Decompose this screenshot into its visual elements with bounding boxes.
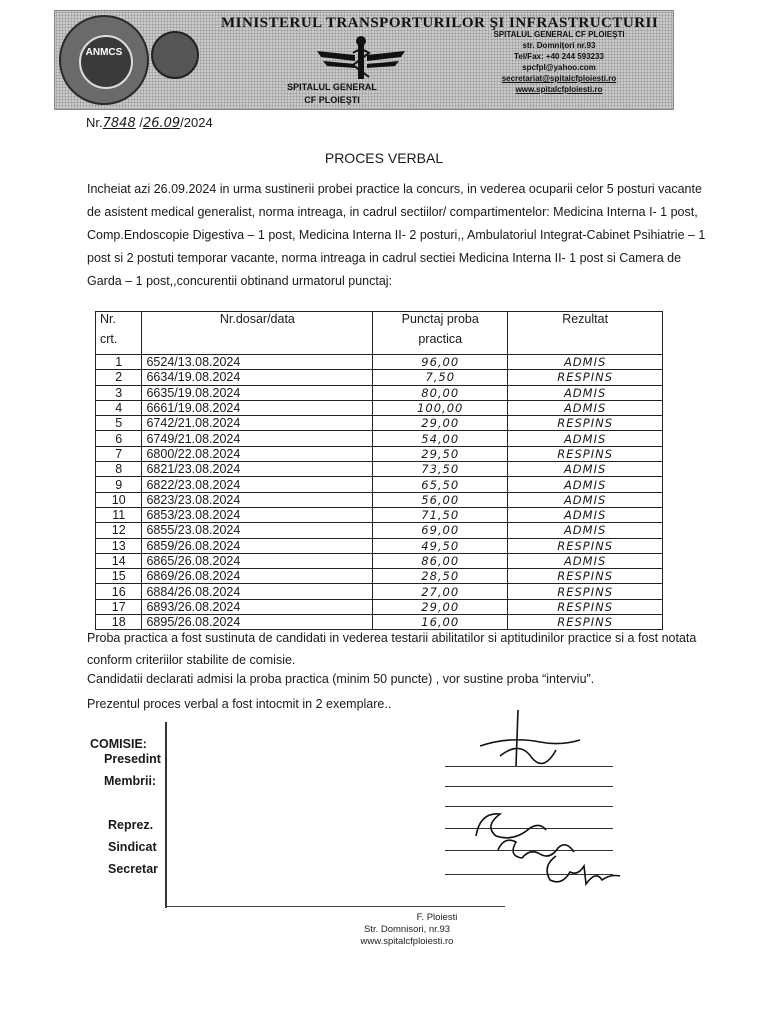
row-punctaj: 69,00 [373,523,508,538]
results-table [95,311,663,630]
footer-stamp: F. Ploiesti Str. Domnisori, nr.93 www.spitalcfploiesti.ro [360,912,458,947]
row-dosar: 6635/19.08.2024 [142,385,373,400]
table-row [96,385,663,400]
table-row [96,400,663,415]
row-punctaj: 7,50 [373,370,508,385]
seal-text: ANMCS [85,47,123,58]
railway-wing-logo-icon [315,33,407,83]
commission-border-vertical [165,722,167,908]
row-dosar: 6634/19.08.2024 [142,370,373,385]
col-header-nr: Nr. crt. [96,312,142,355]
row-rezultat: RESPINS [508,615,663,630]
contact-email-link[interactable]: secretariat@spitalcfploiesti.ro [501,74,617,83]
row-punctaj: 29,50 [373,446,508,461]
commission-reprez: Reprez. [108,818,154,832]
table-row [96,599,663,614]
commission-secretar: Secretar [108,862,159,876]
row-nr: 9 [96,477,142,492]
row-dosar: 6859/26.08.2024 [142,538,373,553]
col-header-punctaj: Punctaj proba practica [373,312,508,355]
row-rezultat: RESPINS [508,538,663,553]
row-rezultat: ADMIS [508,355,663,370]
commission-title: COMISIE: [90,737,147,751]
table-row [96,584,663,599]
results-table-body [96,355,663,630]
row-dosar: 6800/22.08.2024 [142,446,373,461]
paragraph-proba: Proba practica a fost sustinuta de candidati in vederea testarii abilitatilor si aptitudinilor practice si a fost notata conform criteriilor stabilite de comisie. [87,631,697,667]
row-nr: 16 [96,584,142,599]
row-rezultat: RESPINS [508,370,663,385]
anmcs-seal-icon [59,15,149,105]
row-nr: 1 [96,355,142,370]
row-nr: 10 [96,492,142,507]
row-rezultat: RESPINS [508,416,663,431]
row-punctaj: 49,50 [373,538,508,553]
row-rezultat: RESPINS [508,446,663,461]
table-row [96,523,663,538]
row-dosar: 6749/21.08.2024 [142,431,373,446]
row-rezultat: ADMIS [508,523,663,538]
signature-presedinte-icon [470,706,590,776]
row-dosar: 6524/13.08.2024 [142,355,373,370]
row-punctaj: 54,00 [373,431,508,446]
table-row [96,492,663,507]
row-rezultat: RESPINS [508,599,663,614]
commission-border-horizontal [165,906,505,907]
row-dosar: 6823/23.08.2024 [142,492,373,507]
row-dosar: 6855/23.08.2024 [142,523,373,538]
table-row [96,370,663,385]
row-dosar: 6742/21.08.2024 [142,416,373,431]
table-row [96,477,663,492]
row-rezultat: ADMIS [508,507,663,522]
letterhead [54,10,674,110]
row-nr: 7 [96,446,142,461]
paragraph-exemplare: Prezentul proces verbal a fost intocmit in 2 exemplare.. [87,697,392,711]
table-header-row [96,312,663,355]
row-punctaj: 28,50 [373,569,508,584]
row-nr: 17 [96,599,142,614]
row-rezultat: ADMIS [508,431,663,446]
row-rezultat: RESPINS [508,584,663,599]
row-punctaj: 73,50 [373,462,508,477]
row-rezultat: ADMIS [508,462,663,477]
row-nr: 11 [96,507,142,522]
row-punctaj: 29,00 [373,599,508,614]
row-nr: 18 [96,615,142,630]
row-nr: 13 [96,538,142,553]
commission-sindicat: Sindicat [108,840,157,854]
paragraph-candidati: Candidatii declarati admisi la proba practica (minim 50 puncte) , vor sustine proba “interviu”. [87,672,595,686]
row-nr: 4 [96,400,142,415]
row-nr: 8 [96,462,142,477]
contact-web-link[interactable]: www.spitalcfploiesti.ro [515,85,603,94]
row-punctaj: 80,00 [373,385,508,400]
table-row [96,507,663,522]
ministry-name: MINISTERUL TRANSPORTURILOR ŞI INFRASTRUCTURII [221,15,659,31]
row-dosar: 6865/26.08.2024 [142,553,373,568]
contact-name: SPITALUL GENERAL CF PLOIEŞTI [493,30,625,39]
table-row [96,416,663,431]
row-rezultat: ADMIS [508,492,663,507]
intro-paragraph: Incheiat azi 26.09.2024 in urma sustinerii probei practice la concurs, in vederea ocuparii celor 5 posturi vacante de asistent medical generalist, norma intreaga, in cadrul sectiilor/ compartimentelor: Medicina Interna I- 1 post, Comp.Endoscopie Digestiva – 1 post, Medicina Interna II- 2 posturi,, Ambulatoriul Integrat-Cabinet Psihiatrie – 1 post si 2 postuti temporar vacante, norma intreaga in cadrul sectiei Medicina Interna II- 1 post si Camera de Garda – 1 post,,concurentii obtinand urmatorul punctaj: [87,182,706,288]
nr-year: 2024 [183,115,213,130]
nr-date: 26.09 [142,116,181,131]
row-dosar: 6822/23.08.2024 [142,477,373,492]
row-nr: 6 [96,431,142,446]
col-header-rezultat: Rezultat [508,312,663,355]
row-nr: 14 [96,553,142,568]
row-dosar: 6869/26.08.2024 [142,569,373,584]
row-rezultat: ADMIS [508,400,663,415]
row-rezultat: ADMIS [508,477,663,492]
table-row [96,553,663,568]
table-row [96,538,663,553]
row-nr: 5 [96,416,142,431]
row-punctaj: 27,00 [373,584,508,599]
table-row [96,431,663,446]
row-punctaj: 56,00 [373,492,508,507]
row-punctaj: 100,00 [373,400,508,415]
row-rezultat: ADMIS [508,385,663,400]
row-dosar: 6661/19.08.2024 [142,400,373,415]
contact-phone: Tel/Fax: +40 244 593233 [514,52,604,61]
row-punctaj: 71,50 [373,507,508,522]
row-rezultat: RESPINS [508,569,663,584]
table-row [96,569,663,584]
signature-line [445,786,613,787]
row-punctaj: 16,00 [373,615,508,630]
row-punctaj: 65,50 [373,477,508,492]
commission-presedinte: Presedint [104,752,161,766]
row-punctaj: 29,00 [373,416,508,431]
table-row [96,462,663,477]
row-dosar: 6895/26.08.2024 [142,615,373,630]
registration-number: Nr.7848 /26.09/2024 [86,115,213,131]
table-row [96,355,663,370]
row-nr: 12 [96,523,142,538]
row-nr: 2 [96,370,142,385]
row-nr: 15 [96,569,142,584]
table-row [96,446,663,461]
row-dosar: 6893/26.08.2024 [142,599,373,614]
nr-value: 7848 [102,116,136,131]
col-header-dosar: Nr.dosar/data [142,312,373,355]
document-title: PROCES VERBAL [324,150,444,166]
contact-address: str. Domniţori nr.93 [522,41,596,50]
contact-email: spcfpl@yahoo.com [522,63,596,72]
row-rezultat: ADMIS [508,553,663,568]
signature-secretar-icon [536,846,626,890]
row-nr: 3 [96,385,142,400]
commission-membrii: Membrii: [104,774,157,788]
accreditation-seal-icon [151,31,199,79]
row-punctaj: 86,00 [373,553,508,568]
row-dosar: 6821/23.08.2024 [142,462,373,477]
row-punctaj: 96,00 [373,355,508,370]
hospital-name: SPITALUL GENERAL CF PLOIEŞTI [287,82,377,105]
contact-block [453,29,665,95]
row-dosar: 6853/23.08.2024 [142,507,373,522]
row-dosar: 6884/26.08.2024 [142,584,373,599]
